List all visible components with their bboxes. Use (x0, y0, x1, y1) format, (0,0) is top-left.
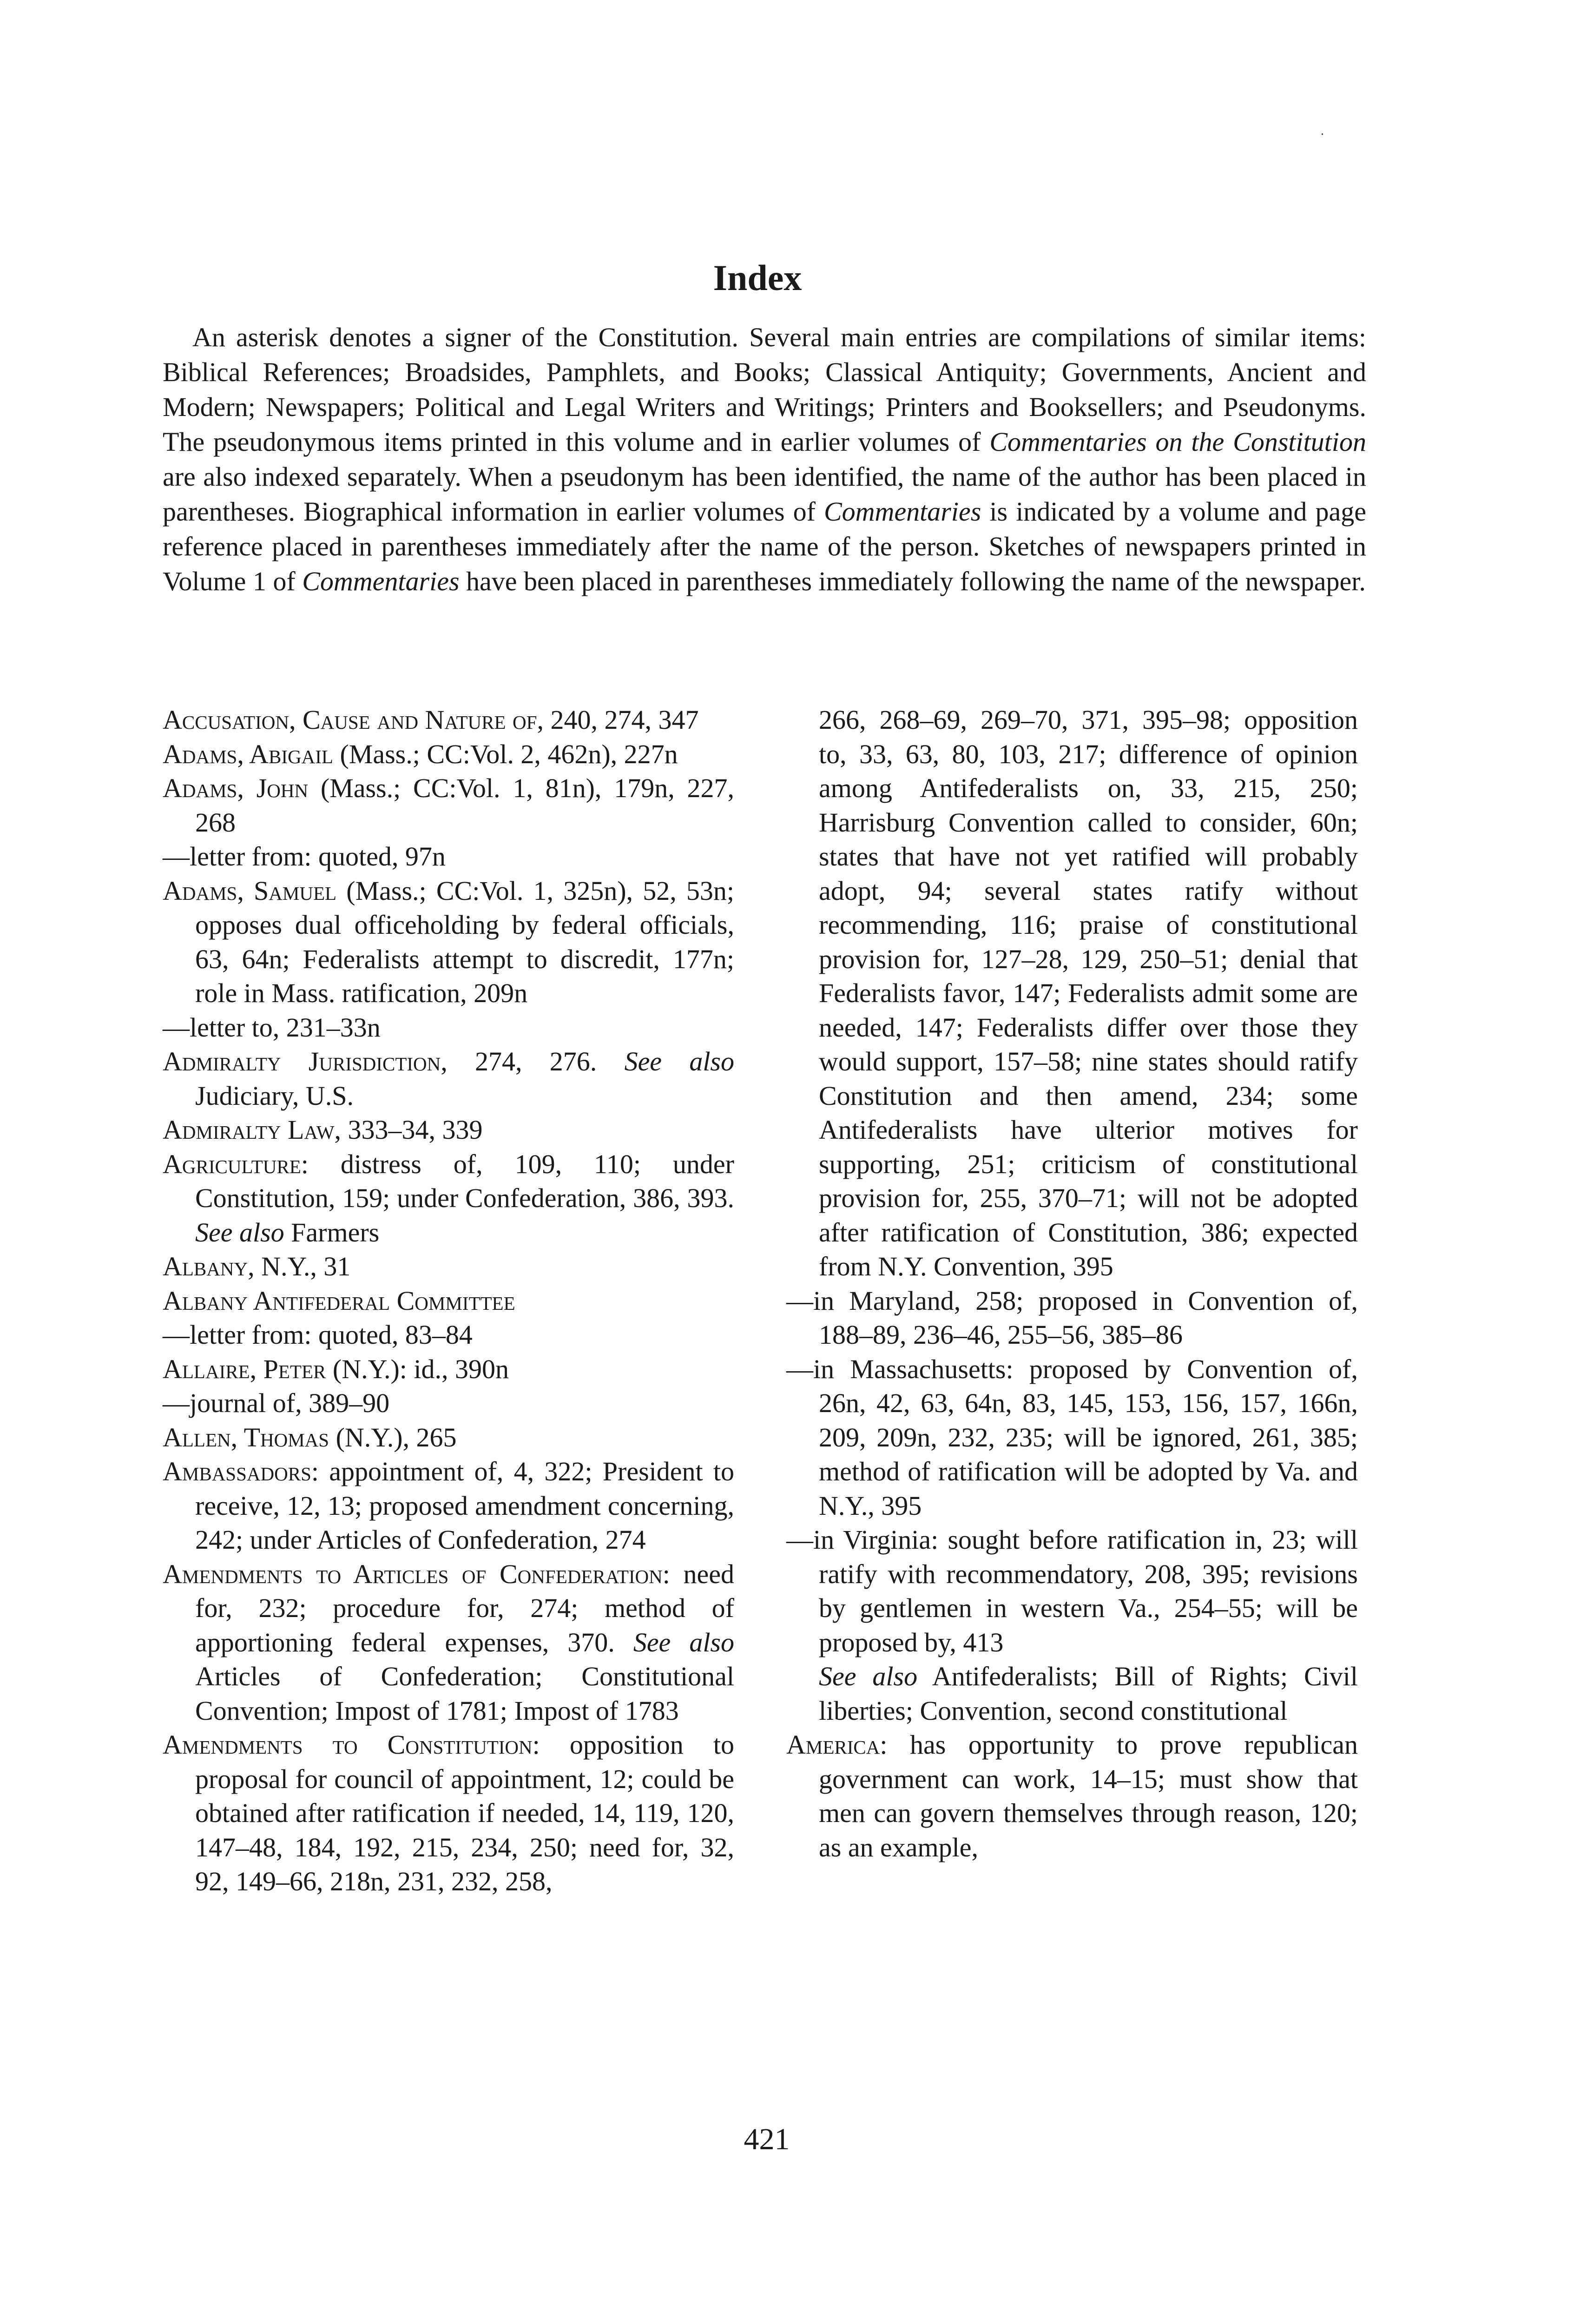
index-entry-continuation: 266, 268–69, 269–70, 371, 395–98; opposition to, 33, 63, 80, 103, 217; difference of opinion among Antifederalists on, 33, 215, 250; Harrisburg Convention called to consider, 60n; states that have not yet ratified will probably adopt, 94; several states ratify without recommending, 116; praise of constitutional provision for, 127–28, 129, 250–51; denial that Federalists favor, 147; Federalists admit some are needed, 147; Federalists differ over those they would support, 157–58; nine states should ratify Constitution and then amend, 234; some Antifederalists have ulterior motives for supporting, 251; criticism of constitutional provision for, 255, 370–71; will not be adopted after ratification of Constitution, 386; expected from N.Y. Convention, 395 (819, 705, 1358, 1281)
see-also-reference: See also Antifederalists; Bill of Rights; Civil liberties; Convention, second constitutional (819, 1661, 1358, 1726)
page-title: Index (713, 257, 802, 298)
index-subentry: —in Virginia: sought before ratification in, 23; will ratify with recommendatory, 208, 395; revisions by gentlemen in western Va., 254–55; will be proposed by, 413 (786, 1525, 1358, 1657)
index-subentry: —in Maryland, 258; proposed in Convention of, 188–89, 236–46, 255–56, 385–86 (786, 1285, 1358, 1350)
index-entry: America: has opportunity to prove republican government can work, 14–15; must show that men can govern themselves through reason, 120; as an example, (786, 1730, 1358, 1862)
index-entry: Admiralty Jurisdiction, 274, 276. See also Judiciary, U.S. (163, 1046, 734, 1111)
index-entry: Amendments to Constitution: opposition to proposal for council of appointment, 12; could be obtained after ratification if needed, 14, 119, 120, 147–48, 184, 192, 215, 234, 250; need for, 32, 92, 149–66, 218n, 231, 232, 258, (163, 1730, 734, 1896)
index-subentry: —in Massachusetts: proposed by Convention of, 26n, 42, 63, 64n, 83, 145, 153, 156, 157, 166n, 209, 209n, 232, 235; will be ignored, 261, 385; method of ratification will be adopted by Va. and N.Y., 395 (786, 1353, 1358, 1521)
page-number: 421 (744, 2122, 790, 2156)
index-entry: Adams, Samuel (Mass.; CC:Vol. 1, 325n), 52, 53n; opposes dual officeholding by federal officials, 63, 64n; Federalists attempt to discredit, 177n; role in Mass. ratification, 209n (163, 875, 734, 1008)
index-column-right (786, 703, 1358, 1864)
index-subentry: —letter from: quoted, 97n (163, 841, 446, 872)
index-entry: Adams, John (Mass.; CC:Vol. 1, 81n), 179n, 227, 268 (163, 773, 734, 838)
index-entry: Allaire, Peter (N.Y.): id., 390n (163, 1353, 509, 1384)
index-column-left (163, 703, 734, 1899)
index-entry: Ambassadors: appointment of, 4, 322; President to receive, 12, 13; proposed amendment concerning, 242; under Articles of Confederation, 274 (163, 1456, 734, 1555)
index-subentry: —letter to, 231–33n (163, 1012, 381, 1043)
index-entry: Amendments to Articles of Confederation: need for, 232; procedure for, 274; method of apportioning federal expenses, 370. See also Articles of Confederation; Constitutional Convention; Impost of 1781; Impost of 1783 (163, 1558, 734, 1726)
index-entry: Albany Antifederal Committee (163, 1285, 515, 1316)
index-entry: Agriculture: distress of, 109, 110; under Constitution, 159; under Confederation, 386, 393. See also Farmers (163, 1149, 734, 1248)
index-entry: Accusation, Cause and Nature of, 240, 274, 347 (163, 705, 699, 735)
index-subentry: —journal of, 389–90 (163, 1388, 390, 1418)
index-entry: Adams, Abigail (Mass.; CC:Vol. 2, 462n), 227n (163, 739, 678, 769)
index-entry: Allen, Thomas (N.Y.), 265 (163, 1422, 457, 1452)
intro-paragraph: An asterisk denotes a signer of the Constitution. Several main entries are compilations of similar items: Biblical References; Broadsides, Pamphlets, and Books; Classical Antiquity; Governments, Ancient and Modern; Newspapers; Political and Legal Writers and Writings; Printers and Booksellers; and Pseudonyms. The pseudonymous items printed in this volume and in earlier volumes of Commentaries on the Constitution are also indexed separately. When a pseudonym has been identified, the name of the author has been placed in parentheses. Biographical information in earlier volumes of Commentaries is indicated by a volume and page reference placed in parentheses immediately after the name of the person. Sketches of newspapers printed in Volume 1 of Commentaries have been placed in parentheses immediately following the name of the newspaper. (163, 322, 1366, 596)
corner-mark: . (1321, 124, 1324, 138)
index-entry: Admiralty Law, 333–34, 339 (163, 1115, 483, 1145)
index-entry: Albany, N.Y., 31 (163, 1251, 351, 1281)
index-subentry: —letter from: quoted, 83–84 (163, 1320, 473, 1350)
